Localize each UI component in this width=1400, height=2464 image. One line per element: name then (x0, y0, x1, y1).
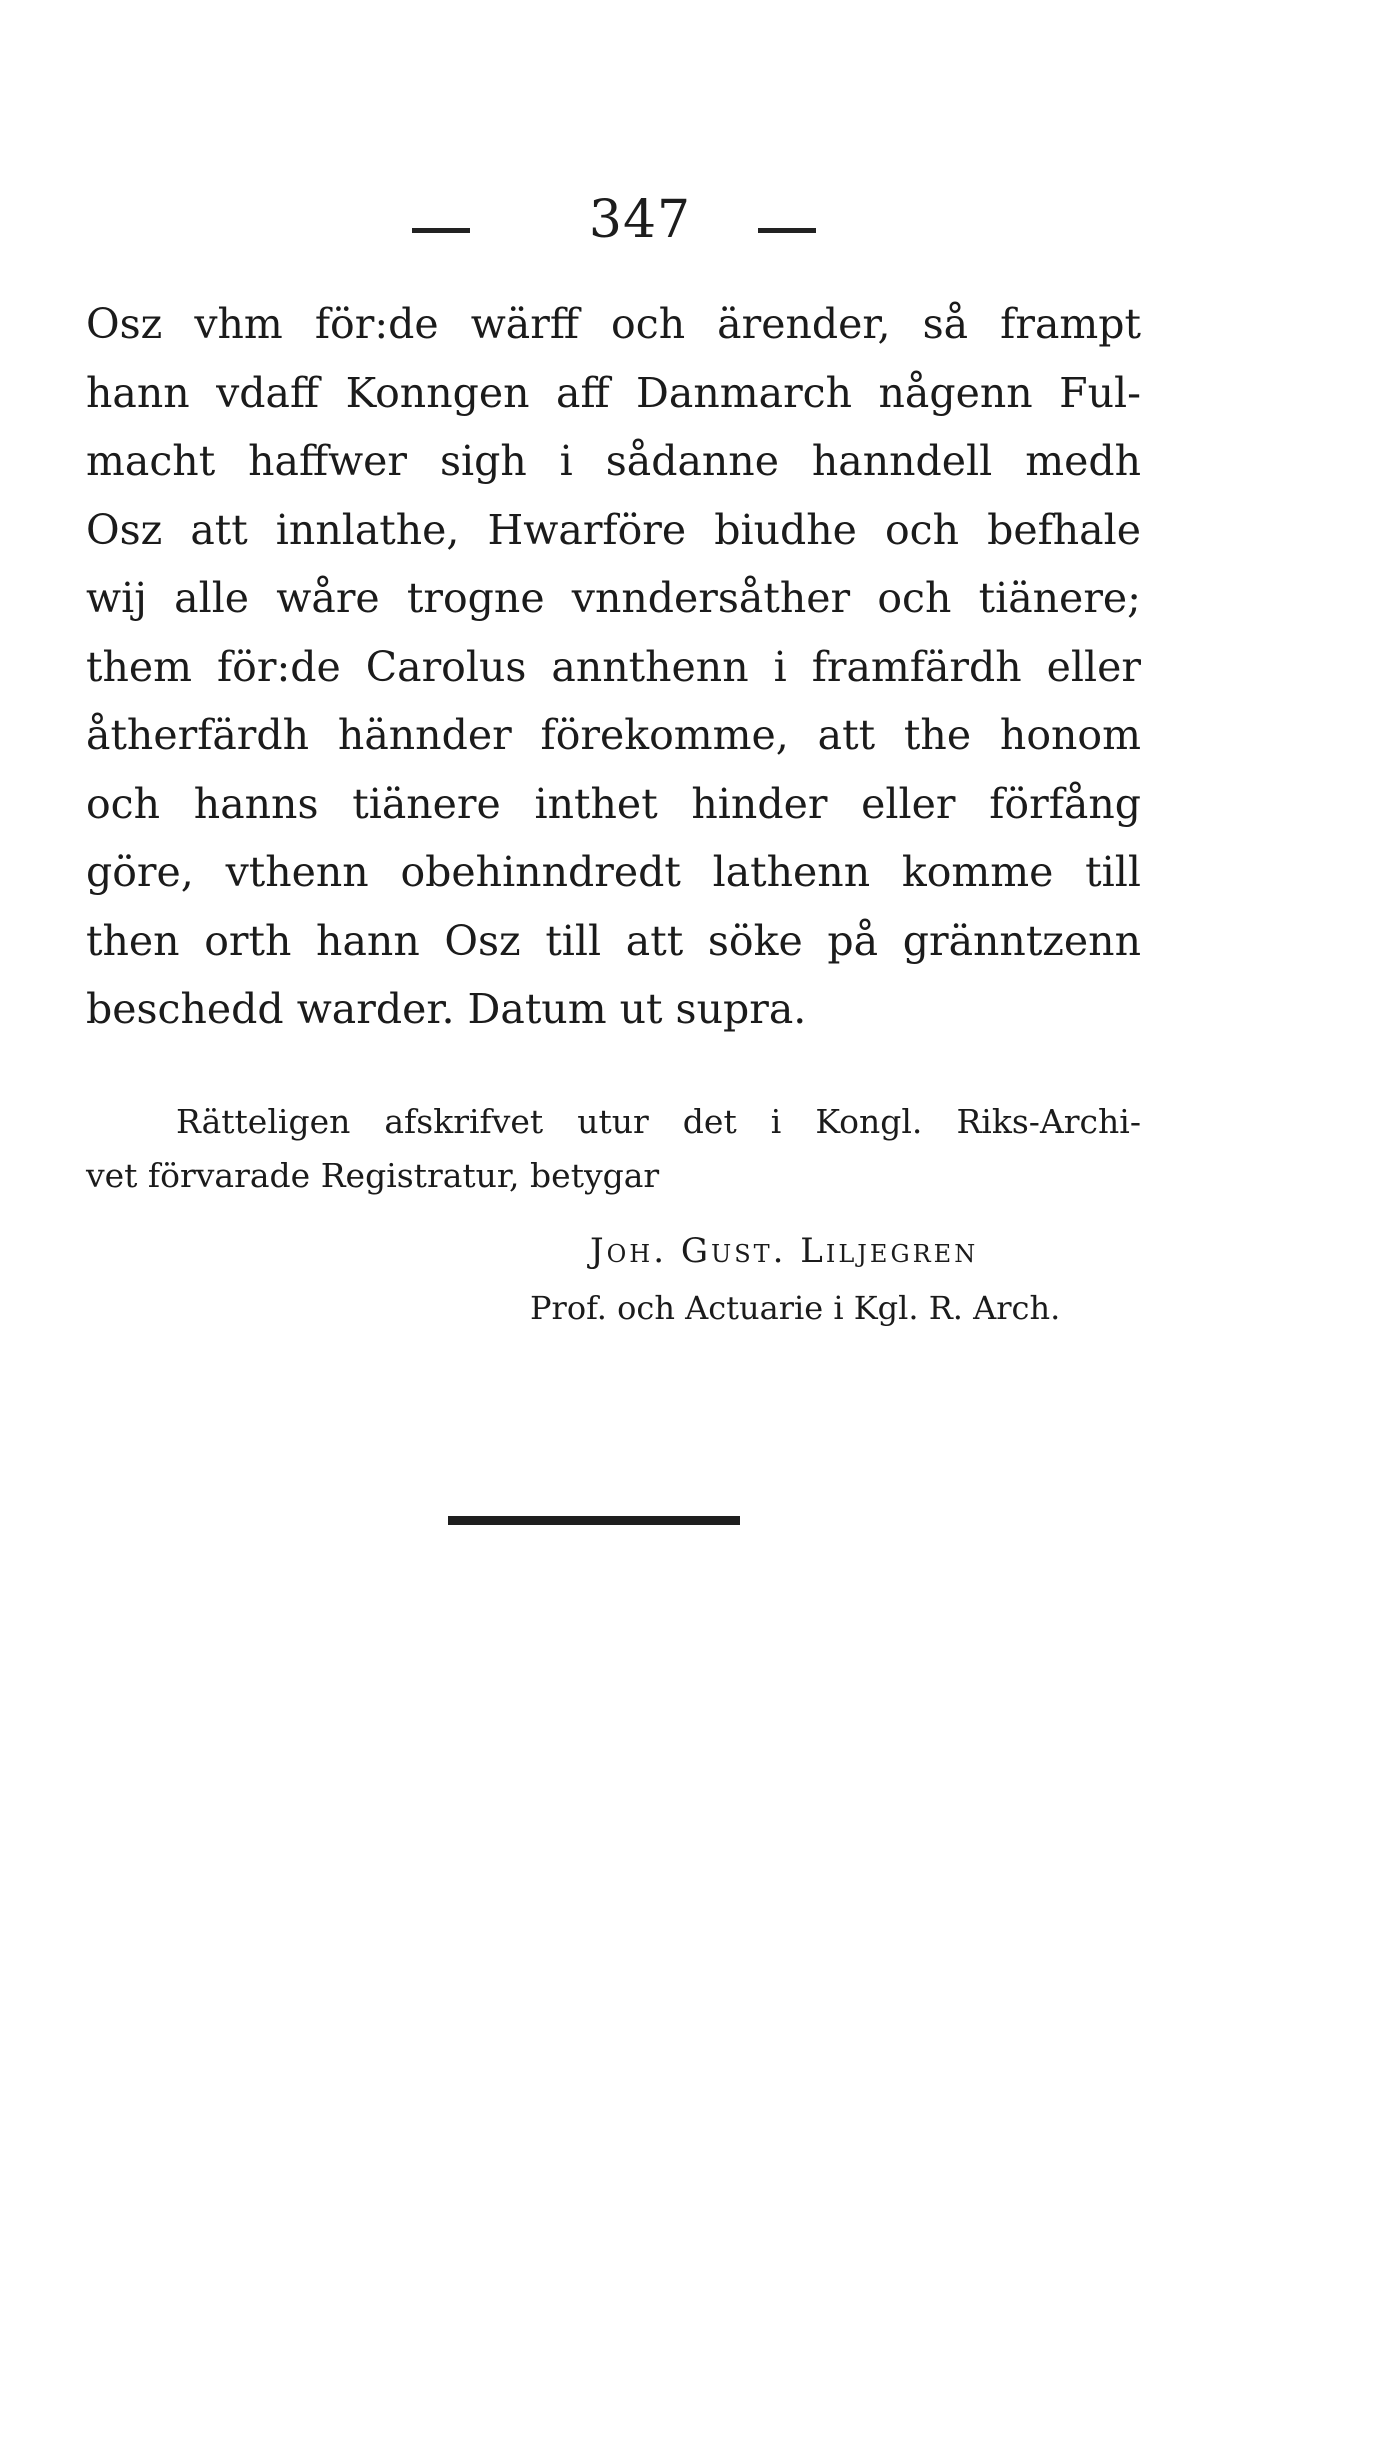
right-dash-ornament (758, 228, 816, 233)
body-line: göre, vthenn obehinndredt lathenn komme till (86, 848, 1141, 896)
certification-note (86, 1095, 1141, 1203)
section-end-rule (448, 1516, 740, 1525)
body-line: åtherfärdh hännder förekomme, att the honom (86, 711, 1141, 759)
body-line: beschedd warder. Datum ut supra. (86, 985, 807, 1033)
body-line: Osz vhm för:de wärff och ärender, så frampt (86, 300, 1141, 348)
page-number: 347 (588, 190, 692, 250)
body-line: macht haffwer sigh i sådanne hanndell medh (86, 437, 1141, 485)
body-line: Osz att innlathe, Hwarföre biudhe och befhale (86, 505, 1141, 554)
body-line: them för:de Carolus annthenn i framfärdh eller (86, 642, 1141, 691)
signature-block (530, 1222, 1090, 1336)
body-paragraph (86, 290, 1141, 1044)
signer-name: Joh. Gust. Liljegren (590, 1231, 979, 1271)
signer-title: Prof. och Actuarie i Kgl. R. Arch. (530, 1289, 1061, 1327)
body-line: och hanns tiänere inthet hinder eller förfång (86, 779, 1141, 828)
body-line: hann vdaff Konngen aff Danmarch någenn Ful- (86, 368, 1141, 417)
body-line: then orth hann Osz till att söke på gränntzenn (86, 916, 1141, 965)
body-line: wij alle wåre trogne vnndersåther och tiänere; (86, 574, 1141, 622)
left-dash-ornament (412, 228, 470, 233)
running-head (0, 190, 1400, 260)
certification-line: vet förvarade Registratur, betygar (86, 1156, 660, 1195)
certification-line: Rätteligen afskrifvet utur det i Kongl. Riks-Archi- (176, 1102, 1141, 1141)
